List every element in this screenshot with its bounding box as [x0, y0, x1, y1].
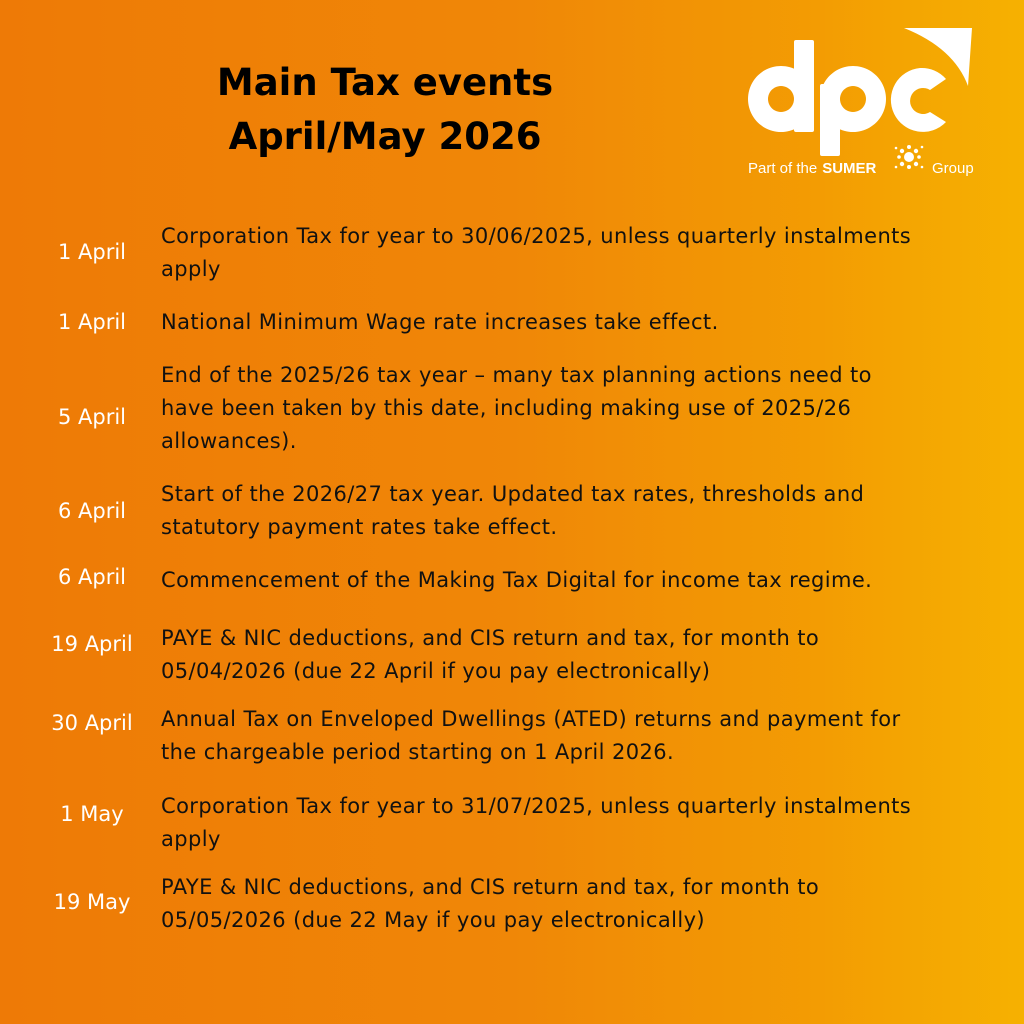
event-date: 30 April: [51, 711, 133, 735]
dpc-logo-mark: [748, 28, 972, 169]
page-title: [170, 56, 600, 164]
event-description: [161, 622, 1001, 688]
event-line: 05/04/2026 (due 22 April if you pay electronically): [161, 659, 711, 683]
event-line: Commencement of the Making Tax Digital for income tax regime.: [161, 568, 873, 592]
event-line: PAYE & NIC deductions, and CIS return and tax, for month to: [161, 875, 820, 899]
dpc-logo: [744, 24, 976, 184]
event-line: apply: [161, 257, 221, 281]
sumer-burst-icon: [895, 145, 924, 169]
event-date: 1 April: [57, 310, 127, 334]
event-date: 1 April: [57, 240, 127, 264]
event-description: [161, 564, 1001, 597]
event-line: apply: [161, 827, 221, 851]
event-date: 6 April: [57, 565, 127, 589]
event-line: statutory payment rates take effect.: [161, 515, 558, 539]
event-line: the chargeable period starting on 1 April 2026.: [161, 740, 675, 764]
event-date: 5 April: [57, 405, 127, 429]
event-date: 6 April: [57, 499, 127, 523]
tagline-brand: SUMER: [822, 160, 877, 177]
tagline-suffix: Group: [932, 160, 974, 177]
event-date: 19 May: [53, 890, 131, 914]
event-description: [161, 359, 1001, 458]
event-date: 1 May: [60, 802, 124, 826]
event-line: Annual Tax on Enveloped Dwellings (ATED) returns and payment for: [161, 707, 901, 731]
title-line-2: April/May 2026: [228, 115, 542, 158]
event-description: [161, 306, 1001, 339]
tagline-prefix: Part of the: [748, 160, 818, 177]
event-description: [161, 220, 1001, 286]
event-line: allowances).: [161, 429, 297, 453]
event-line: End of the 2025/26 tax year – many tax planning actions need to: [161, 363, 872, 387]
event-line: Corporation Tax for year to 31/07/2025, unless quarterly instalments: [161, 794, 912, 818]
event-description: [161, 478, 1001, 544]
title-line-1: Main Tax events: [216, 61, 554, 104]
event-line: PAYE & NIC deductions, and CIS return and tax, for month to: [161, 626, 820, 650]
event-description: [161, 871, 1001, 937]
event-description: [161, 790, 1001, 856]
event-line: 05/05/2026 (due 22 May if you pay electronically): [161, 908, 706, 932]
event-description: [161, 703, 1001, 769]
event-date: 19 April: [51, 632, 133, 656]
logo-tagline: [748, 160, 974, 177]
event-line: Corporation Tax for year to 30/06/2025, unless quarterly instalments: [161, 224, 912, 248]
event-line: National Minimum Wage rate increases take effect.: [161, 310, 719, 334]
event-line: have been taken by this date, including making use of 2025/26: [161, 396, 852, 420]
event-line: Start of the 2026/27 tax year. Updated tax rates, thresholds and: [161, 482, 865, 506]
